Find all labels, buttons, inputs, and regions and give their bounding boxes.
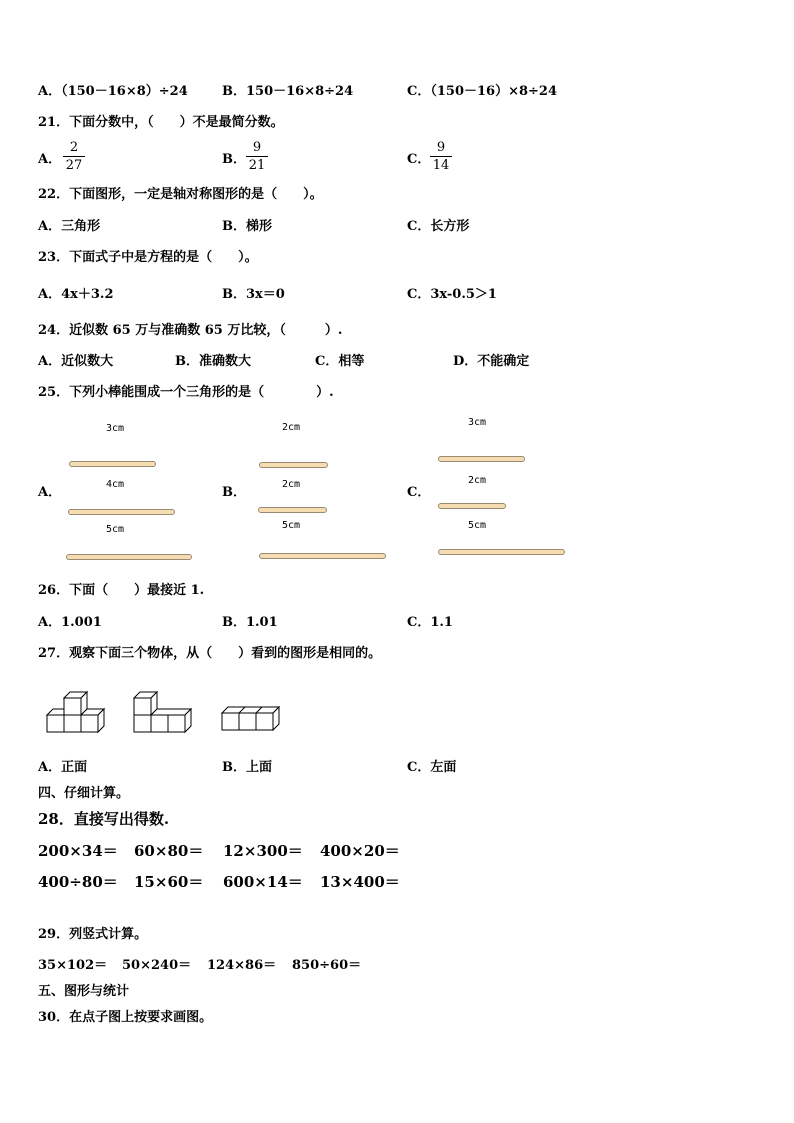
q27-option-a: A．正面 <box>38 760 88 775</box>
stick-label: 5cm <box>106 524 125 535</box>
q22-option-c: C．长方形 <box>407 219 470 234</box>
fraction-bar <box>63 156 85 157</box>
q23-option-a: A．4x＋3.2 <box>38 287 114 302</box>
q29-item: 850÷60＝ <box>292 958 362 973</box>
q23-option-b: B．3x＝0 <box>222 287 285 302</box>
q25-stem: 25．下列小棒能围成一个三角形的是（ ）. <box>38 385 334 400</box>
fraction-bar <box>430 156 452 157</box>
q21-option-b: B． <box>222 152 246 167</box>
q23-option-c: C．3x-0.5＞1 <box>407 287 497 302</box>
stick-label: 2cm <box>282 422 301 433</box>
q28-item: 600×14＝ <box>223 873 303 891</box>
denominator: 14 <box>432 158 450 173</box>
stick-label: 2cm <box>282 479 301 490</box>
section-4-heading: 四、仔细计算。 <box>38 786 130 801</box>
stick-label: 3cm <box>106 423 125 434</box>
stick <box>66 554 192 560</box>
q20-option-b: B．150－16×8÷24 <box>222 84 354 99</box>
fraction-bar <box>246 156 268 157</box>
q24-option-d: D．不能确定 <box>453 354 530 369</box>
q28-item: 60×80＝ <box>134 842 204 860</box>
q29-item: 50×240＝ <box>122 958 192 973</box>
q20-option-c: C．（150－16）×8÷24 <box>407 84 557 99</box>
q27-option-b: B．上面 <box>222 760 272 775</box>
stick <box>69 461 156 467</box>
numerator: 9 <box>252 140 262 155</box>
q28-item: 13×400＝ <box>320 873 400 891</box>
q28-item: 400×20＝ <box>320 842 400 860</box>
q28-item: 12×300＝ <box>223 842 303 860</box>
stick-label: 5cm <box>468 520 487 531</box>
q21-stem: 21．下面分数中，（ ）不是最简分数。 <box>38 115 284 130</box>
stick-label: 2cm <box>468 475 487 486</box>
stick <box>68 509 175 515</box>
q28-item: 200×34＝ <box>38 842 118 860</box>
q22-option-a: A．三角形 <box>38 219 101 234</box>
denominator: 27 <box>65 158 83 173</box>
q21-fraction-c <box>430 140 452 173</box>
stick-label: 4cm <box>106 479 125 490</box>
q20-option-a: A．（150－16×8）÷24 <box>38 84 188 99</box>
q28-item: 15×60＝ <box>134 873 204 891</box>
q21-option-a: A． <box>38 152 62 167</box>
q24-option-c: C．相等 <box>315 354 365 369</box>
numerator: 9 <box>436 140 446 155</box>
stick <box>258 507 327 513</box>
q21-fraction-b <box>246 140 268 173</box>
cube-figure-1 <box>44 688 110 736</box>
q28-item: 400÷80＝ <box>38 873 118 891</box>
cube-figure-3 <box>219 703 285 737</box>
q21-option-c: C． <box>407 152 431 167</box>
q26-option-b: B．1.01 <box>222 615 278 630</box>
denominator: 21 <box>248 158 266 173</box>
section-5-heading: 五、图形与统计 <box>38 984 130 999</box>
q22-option-b: B．梯形 <box>222 219 272 234</box>
q21-fraction-a <box>63 140 85 173</box>
q25-option-a: A． <box>38 485 62 500</box>
stick <box>438 549 565 555</box>
q30-stem: 30．在点子图上按要求画图。 <box>38 1010 213 1025</box>
q29-item: 35×102＝ <box>38 958 108 973</box>
q27-option-c: C．左面 <box>407 760 457 775</box>
q26-option-c: C．1.1 <box>407 615 453 630</box>
q23-stem: 23．下面式子中是方程的是（ ）。 <box>38 250 258 265</box>
numerator: 2 <box>69 140 79 155</box>
q24-option-a: A．近似数大 <box>38 354 114 369</box>
stick <box>438 456 525 462</box>
q27-stem: 27．观察下面三个物体，从（ ）看到的图形是相同的。 <box>38 646 382 661</box>
q24-stem: 24．近似数 65 万与准确数 65 万比较，（ ）. <box>38 323 343 338</box>
q24-option-b: B．准确数大 <box>175 354 251 369</box>
q26-stem: 26．下面（ ）最接近 1. <box>38 583 205 598</box>
q22-stem: 22．下面图形，一定是轴对称图形的是（ ）。 <box>38 187 323 202</box>
q25-option-c: C． <box>407 485 431 500</box>
q29-stem: 29．列竖式计算。 <box>38 927 148 942</box>
q29-item: 124×86＝ <box>207 958 277 973</box>
stick <box>438 503 506 509</box>
stick <box>259 462 328 468</box>
stick <box>259 553 386 559</box>
q26-option-a: A．1.001 <box>38 615 102 630</box>
cube-figure-2 <box>131 688 197 736</box>
q28-stem: 28．直接写出得数. <box>38 810 170 828</box>
stick-label: 5cm <box>282 520 301 531</box>
q25-option-b: B． <box>222 485 246 500</box>
stick-label: 3cm <box>468 417 487 428</box>
